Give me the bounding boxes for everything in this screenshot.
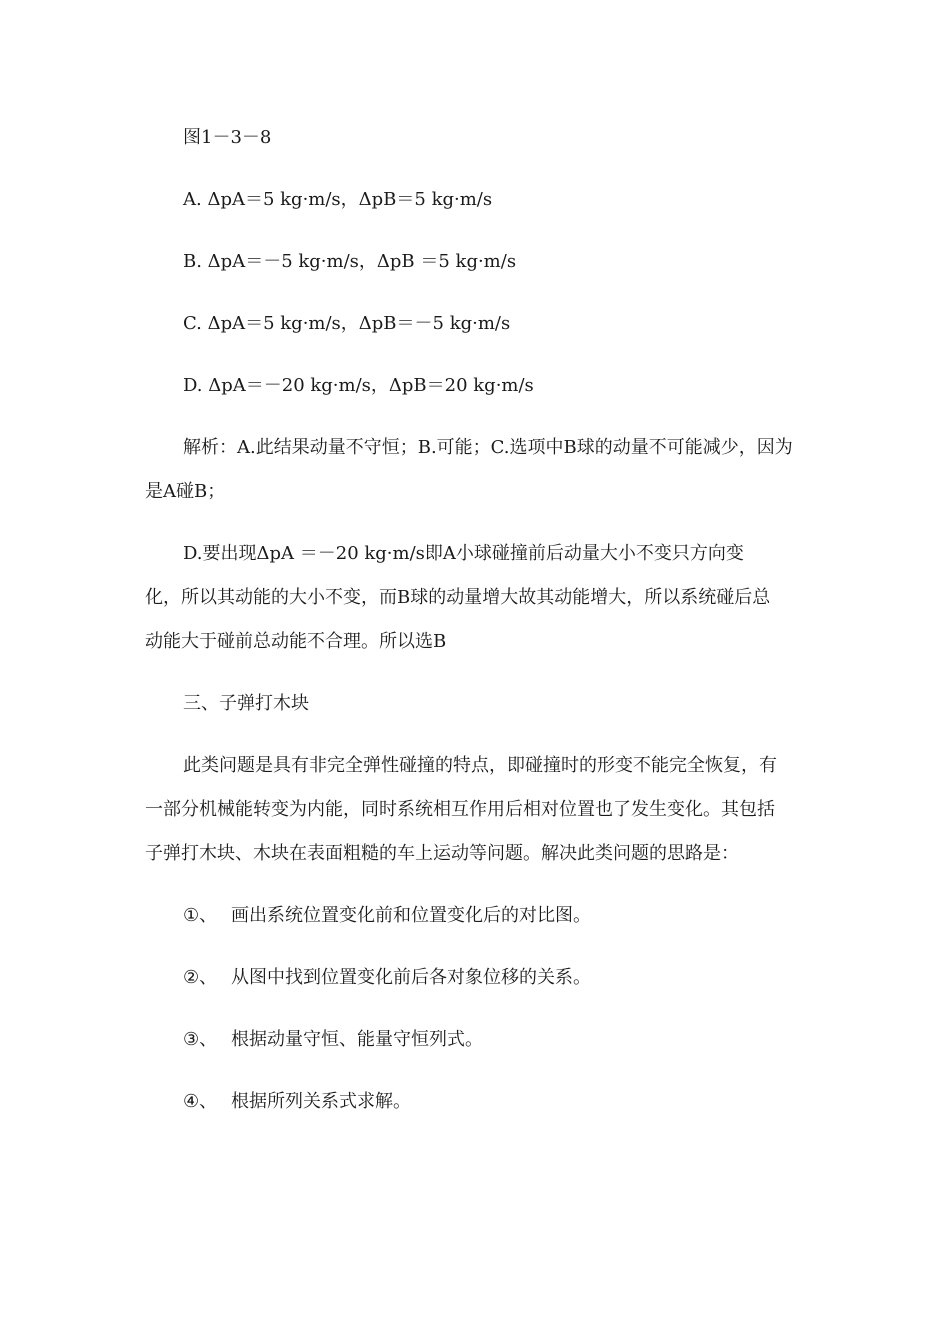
analysis-line-1: 解析：A.此结果动量不守恒；B.可能；C.选项中B球的动量不可能减少，因为 (183, 437, 793, 458)
option-c: C. ΔpA＝5 kg·m/s，ΔpB＝－5 kg·m/s (183, 313, 511, 334)
analysis-d-line-3: 动能大于碰前总动能不合理。所以选B (145, 631, 447, 652)
step-3 (183, 1028, 483, 1052)
figure-caption: 图1－3－8 (183, 127, 272, 148)
step-1 (183, 904, 591, 928)
step-2 (183, 966, 591, 990)
step-number: ②、 (183, 967, 218, 988)
step-text: 根据动量守恒、能量守恒列式。 (231, 1029, 483, 1050)
section-body-line-1: 此类问题是具有非完全弹性碰撞的特点，即碰撞时的形变不能完全恢复，有 (183, 755, 777, 776)
step-number: ③、 (183, 1029, 218, 1050)
option-a: A. ΔpA＝5 kg·m/s，ΔpB＝5 kg·m/s (183, 189, 493, 210)
step-number: ①、 (183, 905, 218, 926)
analysis-d-line-2: 化，所以其动能的大小不变，而B球的动量增大故其动能增大，所以系统碰后总 (145, 587, 771, 608)
option-d: D. ΔpA＝－20 kg·m/s，ΔpB＝20 kg·m/s (183, 375, 534, 396)
section-heading: 三、子弹打木块 (183, 693, 309, 714)
analysis-line-2: 是A碰B； (145, 481, 226, 502)
option-b: B. ΔpA＝－5 kg·m/s，ΔpB ＝5 kg·m/s (183, 251, 517, 272)
step-text: 从图中找到位置变化前后各对象位移的关系。 (231, 967, 591, 988)
analysis-d-line-1: D.要出现ΔpA ＝－20 kg·m/s即A小球碰撞前后动量大小不变只方向变 (183, 543, 744, 564)
section-body-line-3: 子弹打木块、木块在表面粗糙的车上运动等问题。解决此类问题的思路是： (145, 843, 739, 864)
step-text: 根据所列关系式求解。 (231, 1091, 411, 1112)
step-text: 画出系统位置变化前和位置变化后的对比图。 (231, 905, 591, 926)
step-4 (183, 1090, 411, 1114)
section-body-line-2: 一部分机械能转变为内能，同时系统相互作用后相对位置也了发生变化。其包括 (145, 799, 775, 820)
step-number: ④、 (183, 1091, 218, 1112)
